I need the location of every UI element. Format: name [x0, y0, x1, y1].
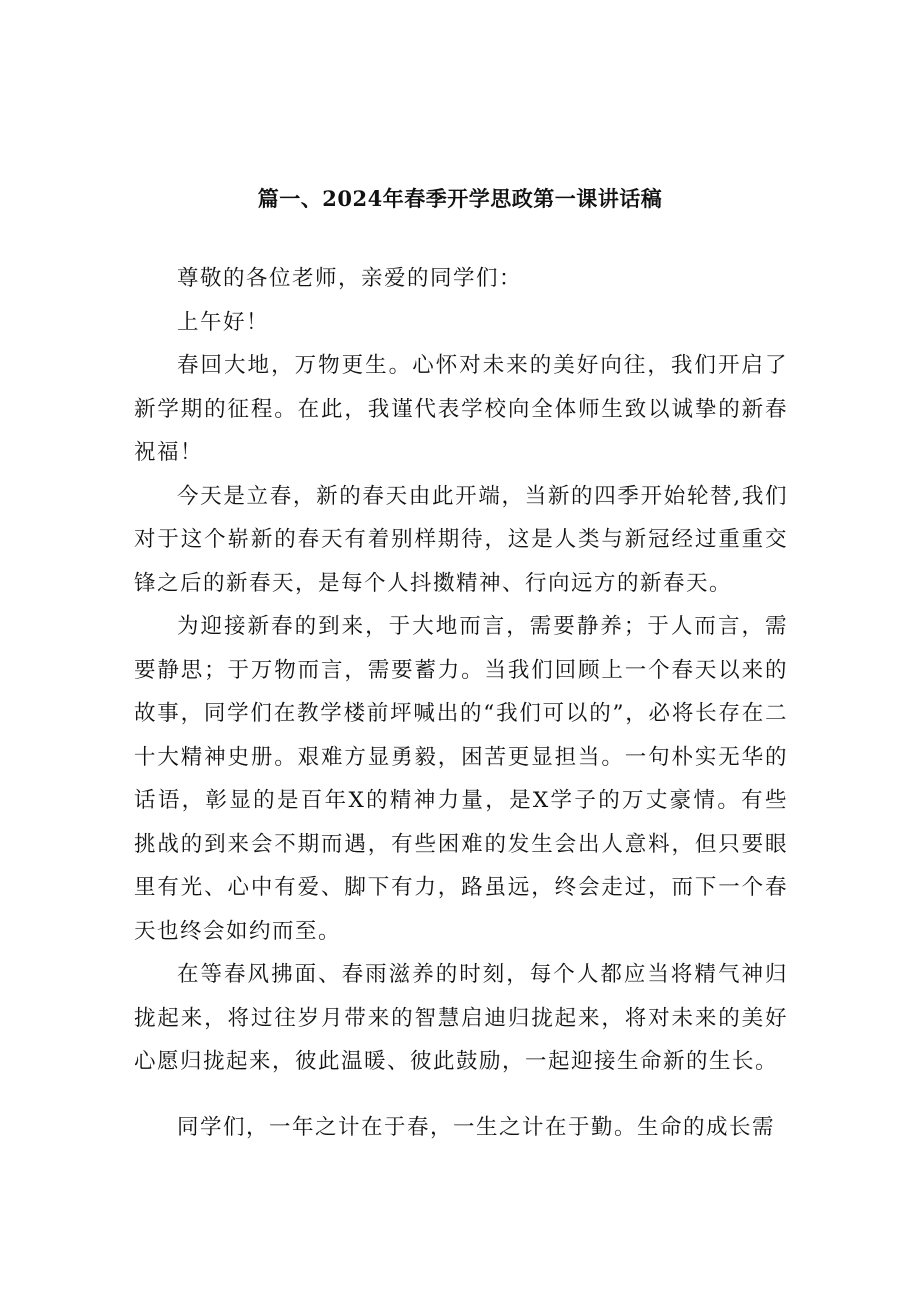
paragraph: 春回大地，万物更生。心怀对未来的美好向往，我们开启了新学期的征程。在此，我谨代表学校向全体师生致以诚挚的新春祝福！: [134, 353, 788, 465]
paragraph-good-morning: 上午好！: [177, 309, 270, 335]
paragraph: 今天是立春，新的春天由此开端，当新的四季开始轮替,我们对于这个崭新的春天有着别样期待，这是人类与新冠经过重重交锋之后的新春天，是每个人抖擞精神、行向远方的新春天。: [134, 483, 788, 596]
paragraph: 为迎接新春的到来，于大地而言，需要静养；于人而言，需要静思；于万物而言，需要蓄力。当我们回顾上一个春天以来的故事，同学们在教学楼前坪喊出的“我们可以的”，必将长存在二十大精神史册。艰难方显勇毅，困苦更显担当。一句朴实无华的话语，彰显的是百年X的精神力量，是X学子的万丈豪情。有些挑战的到来会不期而遇，有些困难的发生会出人意料，但只要眼里有光、心中有爱、脚下有力，路虽远，终会走过，而下一个春天也终会如约而至。: [134, 614, 788, 944]
paragraph: 同学们，一年之计在于春，一生之计在于勤。生命的成长需: [177, 1114, 776, 1140]
paragraph-greeting: 尊敬的各位老师，亲爱的同学们：: [177, 266, 523, 291]
document-title: 篇一、2024年春季开学思政第一课讲话稿: [257, 186, 663, 211]
paragraph: 在等春风拂面、春雨滋养的时刻，每个人都应当将精气神归拢起来，将过往岁月带来的智慧启迪归拢起来，将对未来的美好心愿归拢起来，彼此温暖、彼此鼓励，一起迎接生命新的生长。: [134, 962, 788, 1074]
document-body: [134, 257, 788, 1149]
